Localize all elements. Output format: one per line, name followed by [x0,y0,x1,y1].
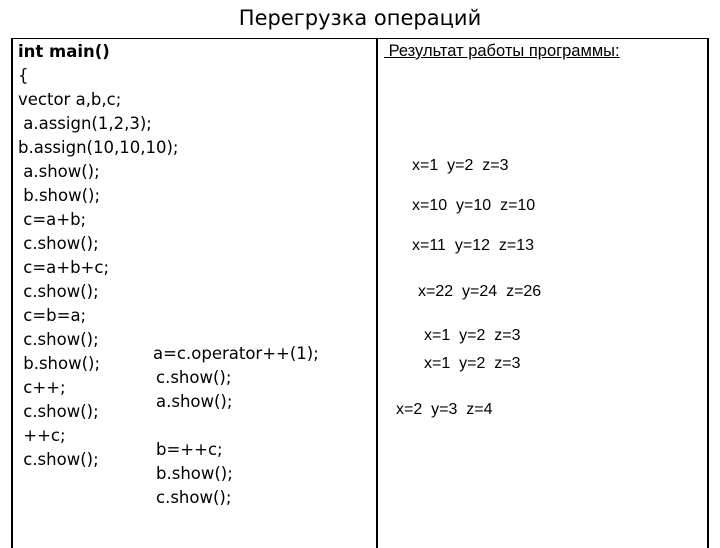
code-line: c.show(); [18,282,99,301]
code-line: c.show(); [156,368,232,387]
code-line: b.show(); [18,186,101,205]
output-line: x=1 y=2 z=3 [424,355,521,372]
code-line-main: int main() [18,42,110,61]
code-line: vector a,b,c; [18,90,122,109]
code-line: b=++c; [156,440,223,459]
code-line: a.show(); [18,162,100,181]
code-line: b.show(); [18,354,101,373]
code-line: a=c.operator++(1); [153,344,319,363]
code-line: c.show(); [18,330,99,349]
code-line: c++; [18,378,66,397]
code-line: c.show(); [156,488,232,507]
code-line: a.show(); [156,392,233,411]
column-divider [376,38,378,548]
output-line: x=1 y=2 z=3 [412,157,509,174]
code-line: c.show(); [18,450,99,469]
code-line: c=b=a; [18,306,87,325]
code-line: c=a+b; [18,210,87,229]
output-line: x=10 y=10 z=10 [412,197,536,214]
output-line: x=22 y=24 z=26 [418,283,542,300]
slide-title: Перегрузка операций [238,6,482,30]
output-line: x=2 y=3 z=4 [396,401,493,418]
code-line: b.assign(10,10,10); [18,138,179,157]
result-title: Результат работы программы: [384,42,620,60]
output-line: x=11 y=12 z=13 [412,237,535,254]
code-line: b.show(); [156,464,233,483]
code-line: c.show(); [18,402,99,421]
code-line: { [18,66,29,85]
code-line: c.show(); [18,234,99,253]
code-line: a.assign(1,2,3); [18,114,152,133]
code-line: ++c; [18,426,66,445]
output-line: x=1 y=2 z=3 [424,327,521,344]
code-line: c=a+b+c; [18,258,110,277]
